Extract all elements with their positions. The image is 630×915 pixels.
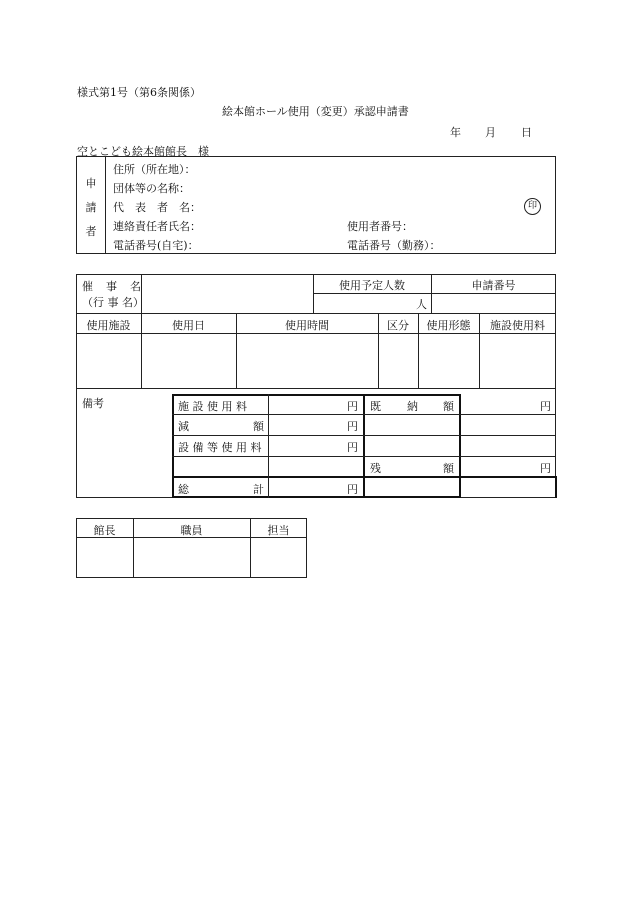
yen-equipment: 円 bbox=[347, 441, 358, 454]
date-month: 月 bbox=[485, 126, 496, 139]
date-year: 年 bbox=[450, 126, 461, 139]
equipment-fee-label: 設 備 等 使 用 料 bbox=[178, 441, 262, 454]
yen-facility: 円 bbox=[347, 400, 358, 413]
event-name-sub-label: （行 事 名） bbox=[82, 296, 144, 309]
form-number: 様式第1号（第6条関係） bbox=[77, 86, 201, 99]
representative-label: 代 表 者 名： bbox=[113, 201, 201, 214]
approval-staff: 職員 bbox=[180, 524, 203, 537]
group-name-label: 団体等の名称： bbox=[113, 182, 190, 195]
paid-label-2: 納 bbox=[407, 400, 418, 413]
balance-label-1: 残 bbox=[370, 462, 381, 475]
header-category: 区分 bbox=[387, 319, 409, 332]
addressee: 空とこども絵本館館長 様 bbox=[77, 145, 209, 158]
yen-paid: 円 bbox=[540, 400, 551, 413]
facility-fee-label: 施 設 使 用 料 bbox=[178, 400, 247, 413]
event-name-label: 催 事 名 bbox=[82, 280, 142, 293]
user-number-label: 使用者番号： bbox=[347, 220, 413, 233]
balance-label-2: 額 bbox=[443, 462, 454, 475]
yen-balance: 円 bbox=[540, 462, 551, 475]
form-title: 絵本館ホール使用（変更）承認申請書 bbox=[222, 105, 409, 118]
reduction-label-2: 額 bbox=[253, 420, 264, 433]
applicant-side-label-2: 請 bbox=[85, 201, 97, 214]
header-time: 使用時間 bbox=[285, 319, 329, 332]
paid-label-3: 額 bbox=[443, 400, 454, 413]
application-number-label: 申請番号 bbox=[471, 279, 516, 292]
address-label: 住所（所在地）： bbox=[113, 163, 196, 176]
applicant-side-label-3: 者 bbox=[85, 225, 97, 238]
reduction-label-1: 減 bbox=[178, 420, 189, 433]
header-facility: 使用施設 bbox=[86, 319, 131, 332]
date-day: 日 bbox=[521, 126, 532, 139]
expected-count-label: 使用予定人数 bbox=[339, 279, 405, 292]
contact-person-label: 連絡責任者氏名： bbox=[113, 220, 201, 233]
paid-label-1: 既 bbox=[370, 400, 381, 413]
total-label-1: 総 bbox=[178, 483, 189, 496]
person-unit: 人 bbox=[416, 298, 427, 311]
seal-mark: 印 bbox=[524, 198, 541, 215]
header-usage-type: 使用形態 bbox=[426, 319, 471, 332]
applicant-side-label-1: 申 bbox=[85, 177, 97, 190]
phone-home-label: 電話番号(自宅)： bbox=[113, 239, 199, 252]
yen-reduction: 円 bbox=[347, 420, 358, 433]
approval-director: 館長 bbox=[93, 524, 116, 537]
header-date: 使用日 bbox=[172, 319, 205, 332]
remarks-label: 備考 bbox=[82, 397, 104, 410]
total-label-2: 計 bbox=[253, 483, 264, 496]
header-facility-fee: 施設使用料 bbox=[490, 319, 545, 332]
approval-person-in-charge: 担当 bbox=[267, 524, 290, 537]
yen-total: 円 bbox=[347, 483, 358, 496]
phone-work-label: 電話番号（勤務）： bbox=[347, 239, 441, 252]
